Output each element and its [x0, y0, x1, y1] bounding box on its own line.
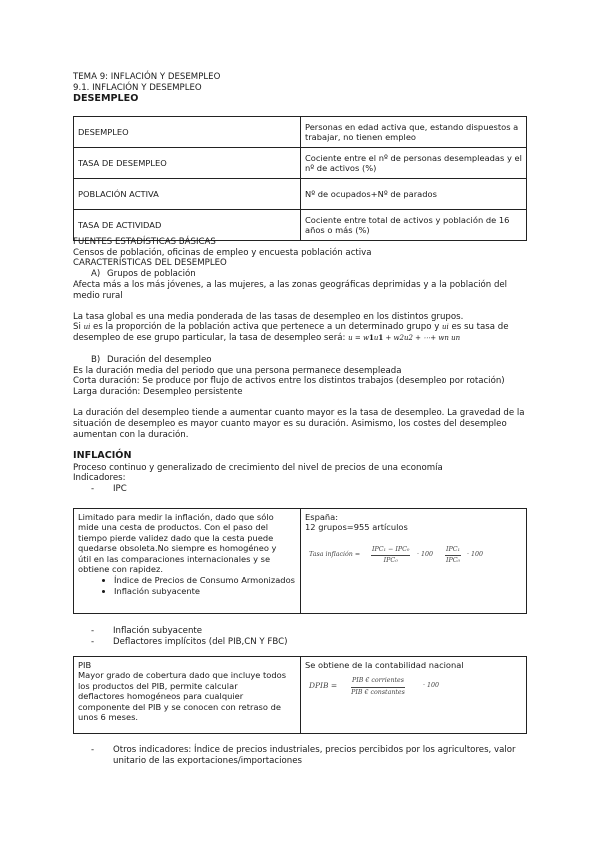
- text-line: unos 6 meses.: [78, 712, 139, 723]
- formula-label: Tasa inflación =: [309, 550, 361, 558]
- table-cell-definition: Cociente entre el nº de personas desempleadas y el nº de activos (%): [301, 148, 527, 179]
- text-span: Si: [73, 322, 84, 332]
- table-row: [74, 117, 527, 148]
- indicator-text: Deflactores implícitos (del PIB,CN Y FBC): [113, 637, 288, 647]
- characteristics-heading: CARACTERÍSTICAS DEL DESEMPLEO: [73, 258, 227, 268]
- pib-source-title: Se obtiene de la contabilidad nacional: [305, 660, 464, 670]
- dash-marker: -: [91, 626, 95, 636]
- pib-left-cell: [74, 657, 301, 734]
- text-span: es su tasa de: [448, 322, 509, 332]
- table-row: [74, 509, 527, 614]
- footer-text: Otros indicadores: Índice de precios industriales, precios percibidos por los agricultores, valor: [113, 745, 516, 755]
- formula-part: u: [373, 334, 379, 342]
- table-cell-definition: Cociente entre total de activos y población de 16 años o más (%): [301, 210, 527, 241]
- list-item: • Inflación subyacente: [114, 586, 296, 596]
- duration-paragraph-1: La duración del desempleo tiende a aumentar cuanto mayor es la tasa de desempleo. La gravedad de la: [73, 408, 525, 418]
- table-row: [74, 210, 527, 241]
- formula-numerator: IPC₁: [445, 545, 461, 556]
- formula-multiplier: · 100: [417, 550, 434, 558]
- formula-alt-fraction: [445, 545, 461, 567]
- formula-numerator: PIB € corrientes: [351, 676, 405, 687]
- pib-deflator-formula: [305, 676, 522, 696]
- subtopic-title: 9.1. INFLACIÓN Y DESEMPLEO: [73, 83, 202, 93]
- inflation-rate-formula: [305, 545, 522, 565]
- table-row: [74, 179, 527, 210]
- duration-title: [91, 355, 212, 366]
- groups-line-2: medio rural: [73, 291, 123, 301]
- text-line: obtiene con rapidez.: [78, 564, 163, 575]
- dash-marker: -: [91, 637, 95, 647]
- groups-title-text: Grupos de población: [107, 269, 196, 279]
- section-heading-desempleo: DESEMPLEO: [73, 93, 139, 104]
- ipc-bullet-list: [78, 575, 296, 596]
- table-row: [74, 148, 527, 179]
- duration-line-2: Corta duración: Se produce por flujo de activos entre los distintos trabajos (desempleo por rotación): [73, 376, 505, 386]
- sources-heading: FUENTES ESTADÍSTICAS BÁSICAS: [73, 237, 216, 247]
- text-line: Limitado para medir la inflación, dado que sólo: [78, 512, 274, 522]
- groups-title: [91, 269, 196, 280]
- formula-part: + w2u2 + ⋯+ wn un: [383, 334, 461, 342]
- section-heading-inflacion: INFLACIÓN: [73, 450, 132, 461]
- unemployment-formula: [348, 333, 460, 343]
- table-cell-term: POBLACIÓN ACTIVA: [74, 179, 301, 210]
- table-cell-term: TASA DE DESEMPLEO: [74, 148, 301, 179]
- text-span: desempleo de ese grupo particular, la tasa de desempleo será:: [73, 333, 346, 343]
- table-cell-term: TASA DE ACTIVIDAD: [74, 210, 301, 241]
- definitions-table: [73, 116, 527, 241]
- ipc-table: [73, 508, 527, 614]
- ipc-right-cell: [301, 509, 527, 614]
- indicator-text: Inflación subyacente: [113, 626, 203, 636]
- text-line: tiempo pierde validez dado que la cesta puede: [78, 532, 274, 543]
- formula-fraction: [351, 676, 405, 698]
- text-line: deflactores homogéneos para cualquier: [78, 691, 244, 702]
- ipc-label: IPC: [113, 484, 127, 494]
- groups-line-1: Afecta más a los más jóvenes, a las mujeres, a las zonas geográficas deprimidas y a la población del: [73, 280, 508, 290]
- footer-line-1: [91, 745, 516, 756]
- table-row: [74, 657, 527, 734]
- table-cell-term: DESEMPLEO: [74, 117, 301, 148]
- formula-numerator: IPC₁ − IPC₀: [371, 545, 410, 556]
- formula-denominator: IPC₀: [383, 557, 398, 565]
- table-cell-definition: Nº de ocupados+Nº de parados: [301, 179, 527, 210]
- formula-multiplier: · 100: [423, 682, 440, 690]
- text-line: mide una cesta de productos. Con el paso del: [78, 522, 269, 533]
- duration-line-3: Larga duración: Desempleo persistente: [73, 387, 243, 397]
- pib-table: [73, 656, 527, 734]
- formula-denominator: PIB € constantes: [351, 688, 405, 696]
- formula-denominator: IPC₀: [446, 557, 461, 565]
- duration-paragraph-3: aumentan con la duración.: [73, 430, 189, 440]
- duration-letter: B): [91, 355, 101, 365]
- inflation-line-1: Proceso continuo y generalizado de crecimiento del nivel de precios de una economía: [73, 463, 443, 473]
- variable-ui: ui: [83, 323, 91, 331]
- footer-line-2: unitario de las exportaciones/importaciones: [113, 756, 302, 766]
- groups-letter: A): [91, 269, 101, 279]
- table-cell-definition: Personas en edad activa que, estando dispuestos a trabajar, no tienen empleo: [301, 117, 527, 148]
- text-line: PIB: [78, 660, 92, 670]
- formula-part: u = w: [348, 334, 369, 342]
- groups-line-3: La tasa global es una media ponderada de las tasas de desempleo en los distintos grupos.: [73, 312, 464, 322]
- variable-ui: ui: [442, 323, 449, 331]
- text-line: Mayor grado de cobertura dado que incluye todos: [78, 670, 287, 681]
- indicator-item-1: [91, 626, 202, 637]
- pib-right-cell: [301, 657, 527, 734]
- dash-marker: -: [91, 745, 95, 755]
- text-line: los productos del PIB, permite calcular: [78, 680, 238, 691]
- duration-line-1: Es la duración media del periodo que una persona permanece desempleada: [73, 366, 402, 376]
- sources-text: Censos de población, oficinas de empleo y encuesta población activa: [73, 248, 372, 258]
- spain-groups: 12 grupos=955 artículos: [305, 522, 408, 533]
- dash-marker: -: [91, 484, 95, 494]
- formula-label: DPIB =: [309, 681, 338, 691]
- indicator-item-2: [91, 637, 287, 648]
- spain-title: España:: [305, 512, 339, 522]
- text-line: componente del PIB y se conocen con retraso de: [78, 701, 281, 712]
- formula-multiplier: · 100: [467, 550, 484, 558]
- duration-paragraph-2: situación de desempleo es mayor cuanto mayor es su duración. Asimismo, los costes del desempleo: [73, 419, 507, 429]
- list-item: • Índice de Precios de Consumo Armonizados: [114, 575, 296, 585]
- formula-part: 1: [378, 333, 384, 342]
- formula-fraction: [371, 545, 410, 567]
- groups-line-4: [73, 322, 509, 333]
- text-line: útil en las comparaciones internacionales y se: [78, 553, 271, 564]
- ipc-left-cell: [74, 509, 301, 614]
- duration-title-text: Duración del desempleo: [107, 355, 212, 365]
- topic-title: TEMA 9: INFLACIÓN Y DESEMPLEO: [73, 72, 221, 82]
- text-line: quedarse obsoleta.No siempre es homogéneo y: [78, 543, 277, 554]
- groups-line-5: [73, 333, 460, 344]
- ipc-list-item: [91, 484, 127, 495]
- formula-part: 1: [368, 333, 374, 342]
- text-span: es la proporción de la población activa que pertenece a un determinado grupo y: [90, 322, 443, 332]
- inflation-line-2: Indicadores:: [73, 473, 126, 483]
